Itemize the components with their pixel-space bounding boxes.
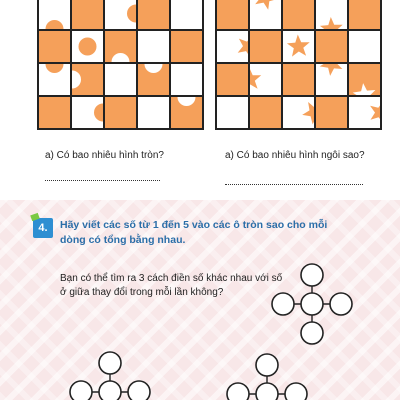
star-shape <box>349 97 380 128</box>
star-grid <box>215 0 382 130</box>
half-circle-shape <box>105 31 136 62</box>
grid-cell <box>316 64 347 95</box>
exercise-number-badge: 4. <box>33 218 53 238</box>
answer-circle[interactable] <box>227 383 249 400</box>
grid-cell <box>138 31 169 62</box>
grid-cell <box>250 64 281 95</box>
star-shape <box>283 31 314 62</box>
grid-cell <box>39 0 70 29</box>
grid-cell <box>283 31 314 62</box>
answer-circle[interactable] <box>70 381 92 400</box>
grid-cell <box>283 64 314 95</box>
star-shape <box>283 97 314 128</box>
answer-circle[interactable] <box>330 293 352 315</box>
grid-cell <box>349 97 380 128</box>
grid-cell <box>171 0 202 29</box>
grid-cell <box>217 97 248 128</box>
grid-cell <box>217 64 248 95</box>
grid-cell <box>349 0 380 29</box>
exercise-hint: Bạn có thể tìm ra 3 cách điền số khác nhau với số ở giữa thay đổi trong mỗi lần không? <box>60 273 283 298</box>
grid-cell <box>138 97 169 128</box>
answer-circle[interactable] <box>285 383 307 400</box>
grid-cell <box>39 64 70 95</box>
grid-cell <box>105 97 136 128</box>
half-circle-shape <box>72 31 103 62</box>
half-circle-shape <box>72 97 103 128</box>
star-shape <box>217 31 248 62</box>
grid-cell <box>171 64 202 95</box>
grid-cell <box>316 0 347 29</box>
grid-cell <box>105 0 136 29</box>
grid-cell <box>283 0 314 29</box>
star-shape <box>250 0 281 29</box>
grid-cell <box>72 64 103 95</box>
star-shape <box>250 64 281 95</box>
circle-grid <box>37 0 204 130</box>
grid-cell <box>250 97 281 128</box>
grid-cell <box>349 64 380 95</box>
grid-cell <box>39 97 70 128</box>
question-circles: a) Có bao nhiêu hình tròn? <box>45 150 164 161</box>
answer-line-stars[interactable] <box>225 184 363 185</box>
grid-cell <box>250 31 281 62</box>
circle-diagram-1 <box>270 262 354 346</box>
star-shape <box>316 64 347 95</box>
answer-circle[interactable] <box>301 293 323 315</box>
grid-cell <box>72 0 103 29</box>
grid-cell <box>316 97 347 128</box>
grid-cell <box>217 0 248 29</box>
half-circle-shape <box>72 64 103 95</box>
question-stars: a) Có bao nhiêu hình ngôi sao? <box>225 150 365 161</box>
grid-cell <box>138 0 169 29</box>
answer-circle[interactable] <box>256 383 278 400</box>
answer-circle[interactable] <box>99 381 121 400</box>
answer-circle[interactable] <box>256 354 278 376</box>
half-circle-shape <box>39 64 70 95</box>
half-circle-shape <box>39 0 70 29</box>
circle-diagram-3 <box>225 352 309 400</box>
answer-line-circles[interactable] <box>45 180 160 181</box>
grid-cell <box>283 97 314 128</box>
grid-cell <box>316 31 347 62</box>
exercise-instruction: Hãy viết các số từ 1 đến 5 vào các ô tròn sao cho mỗi dòng có tổng bằng nhau. <box>60 219 328 246</box>
grid-cell <box>250 0 281 29</box>
answer-circle[interactable] <box>301 264 323 286</box>
answer-circle[interactable] <box>272 293 294 315</box>
half-circle-shape <box>138 64 169 95</box>
star-shape <box>316 0 347 29</box>
answer-circle[interactable] <box>301 322 323 344</box>
half-circle-shape <box>105 0 136 29</box>
grid-cell <box>105 31 136 62</box>
circle-diagram-2 <box>68 350 152 400</box>
answer-circle[interactable] <box>128 381 150 400</box>
grid-cell <box>72 97 103 128</box>
grid-cell <box>39 31 70 62</box>
half-circle-shape <box>171 97 202 128</box>
star-shape <box>349 64 380 95</box>
answer-circle[interactable] <box>99 352 121 374</box>
grid-cell <box>171 97 202 128</box>
grid-cell <box>171 31 202 62</box>
grid-cell <box>72 31 103 62</box>
grid-cell <box>349 31 380 62</box>
grid-cell <box>138 64 169 95</box>
grid-cell <box>217 31 248 62</box>
grid-cell <box>105 64 136 95</box>
